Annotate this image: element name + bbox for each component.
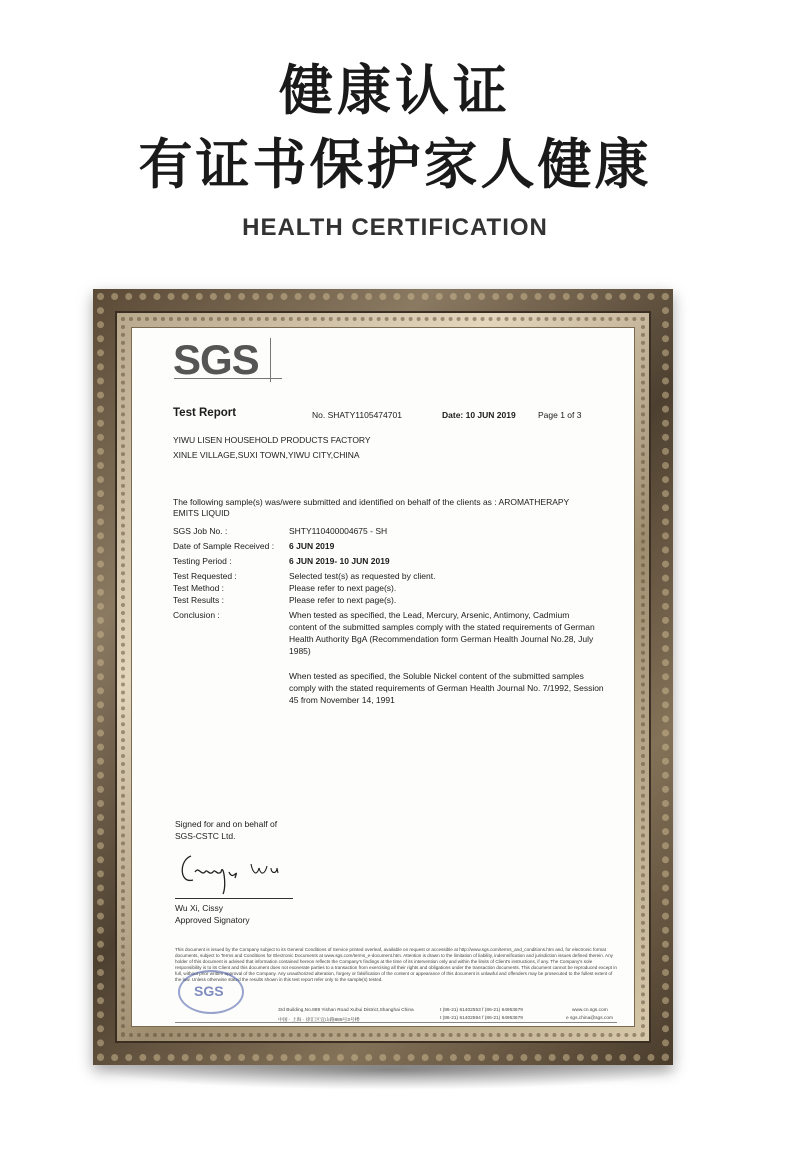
report-page: Page 1 of 3 — [538, 410, 582, 420]
report-date: Date: 10 JUN 2019 — [442, 410, 516, 420]
signature-line — [175, 898, 293, 899]
field-value: When tested as specified, the Lead, Mercury, Arsenic, Antimony, Cadmium — [289, 610, 570, 620]
signatory-name: Wu Xi, Cissy — [175, 903, 224, 913]
footer-phone-cn: t (86-21) 61402594 f (86-21) 64953679 — [440, 1016, 523, 1021]
signed-company: SGS-CSTC Ltd. — [175, 831, 236, 841]
field-label: Test Method : — [173, 583, 225, 593]
field-label: Testing Period : — [173, 556, 232, 566]
conclusion-line: content of the submitted samples comply with the stated requirements of German — [289, 622, 595, 632]
logo-rule — [174, 378, 282, 379]
disclaimer-fine-print: This document is issued by the Company subject to its General Conditions of Service printed overleaf, available on request or accessible at http://www.sgs.com/terms_and_conditions.htm and, for electronic format documents, subject to Terms and Conditions for Electronic Documents at www.sgs.com/terms_e-document.htm. Attention is drawn to the limitation of liability, indemnification and jurisdiction issues defined therein. Any holder of this document is advised that information contained hereon reflects the Company's findings at the time of its intervention only and within the limits of Client's instructions, if any. The Company's sole responsibility is to its Client and this document does not exonerate parties to a transaction from exercising all their rights and obligations under the transaction documents. This document cannot be reproduced except in full, without prior written approval of the Company. Any unauthorized alteration, forgery or falsification of the content or appearance of this document is unlawful and offenders may be prosecuted to the fullest extent of the law. Unless otherwise stated the results shown in this test report refer only to the sample(s) tested. — [175, 947, 617, 982]
signature-image — [177, 842, 287, 898]
field-value: Selected test(s) as requested by client. — [289, 571, 436, 581]
conclusion-line: 45 from November 14, 1991 — [289, 695, 395, 705]
client-address: XINLE VILLAGE,SUXI TOWN,YIWU CITY,CHINA — [173, 450, 360, 460]
conclusion-line: comply with the stated requirements of German Health Journal No. 7/1992, Session — [289, 683, 604, 693]
field-label: Test Results : — [173, 595, 225, 605]
page-headline: 有证书保护家人健康 — [138, 133, 652, 196]
conclusion-line: Health Authority BgA (Recommendation form German Health Journal No.28, July — [289, 634, 594, 644]
field-label: SGS Job No. : — [173, 526, 228, 536]
conclusion-line: When tested as specified, the Soluble Nickel content of the submitted samples — [289, 671, 584, 681]
footer-website: www.cn.sgs.com — [572, 1008, 608, 1013]
intro-line: EMITS LIQUID — [173, 508, 230, 518]
field-label: Date of Sample Received : — [173, 541, 275, 551]
footer-address-en: 3rd Building,No.889 Yishan Road Xuhui District,Shanghai China — [278, 1008, 414, 1013]
intro-line: The following sample(s) was/were submitted and identified on behalf of the clients as : AROMATHERAPY — [173, 497, 570, 507]
page-subtitle: HEALTH CERTIFICATION — [242, 214, 548, 241]
field-value: Please refer to next page(s). — [289, 583, 397, 593]
field-label: Test Requested : — [173, 571, 237, 581]
page-title: 健康认证 — [279, 59, 511, 122]
footer-rule — [175, 1022, 617, 1023]
field-value: Please refer to next page(s). — [289, 595, 397, 605]
stamp-label: SGS — [194, 983, 224, 999]
field-value: 6 JUN 2019- 10 JUN 2019 — [289, 556, 390, 566]
signed-for: Signed for and on behalf of — [175, 819, 278, 829]
report-title: Test Report — [173, 407, 237, 419]
signatory-title: Approved Signatory — [175, 915, 250, 925]
field-value: SHTY110400004675 - SH — [289, 526, 388, 536]
footer-email: e sgs.china@sgs.com — [566, 1016, 613, 1021]
sgs-logo: SGS — [173, 336, 259, 383]
field-value: 6 JUN 2019 — [289, 541, 335, 551]
field-label: Conclusion : — [173, 610, 220, 620]
client-name: YIWU LISEN HOUSEHOLD PRODUCTS FACTORY — [173, 435, 371, 445]
conclusion-line: 1985) — [289, 646, 311, 656]
report-number: No. SHATY1105474701 — [312, 410, 402, 420]
footer-address-cn: 中国 · 上海 · 徐汇区宜山路889号3号楼 — [278, 1018, 360, 1023]
logo-vertical-rule — [270, 338, 271, 382]
footer-phone-en: t (86-21) 61402553 f (86-21) 64953679 — [440, 1008, 523, 1013]
